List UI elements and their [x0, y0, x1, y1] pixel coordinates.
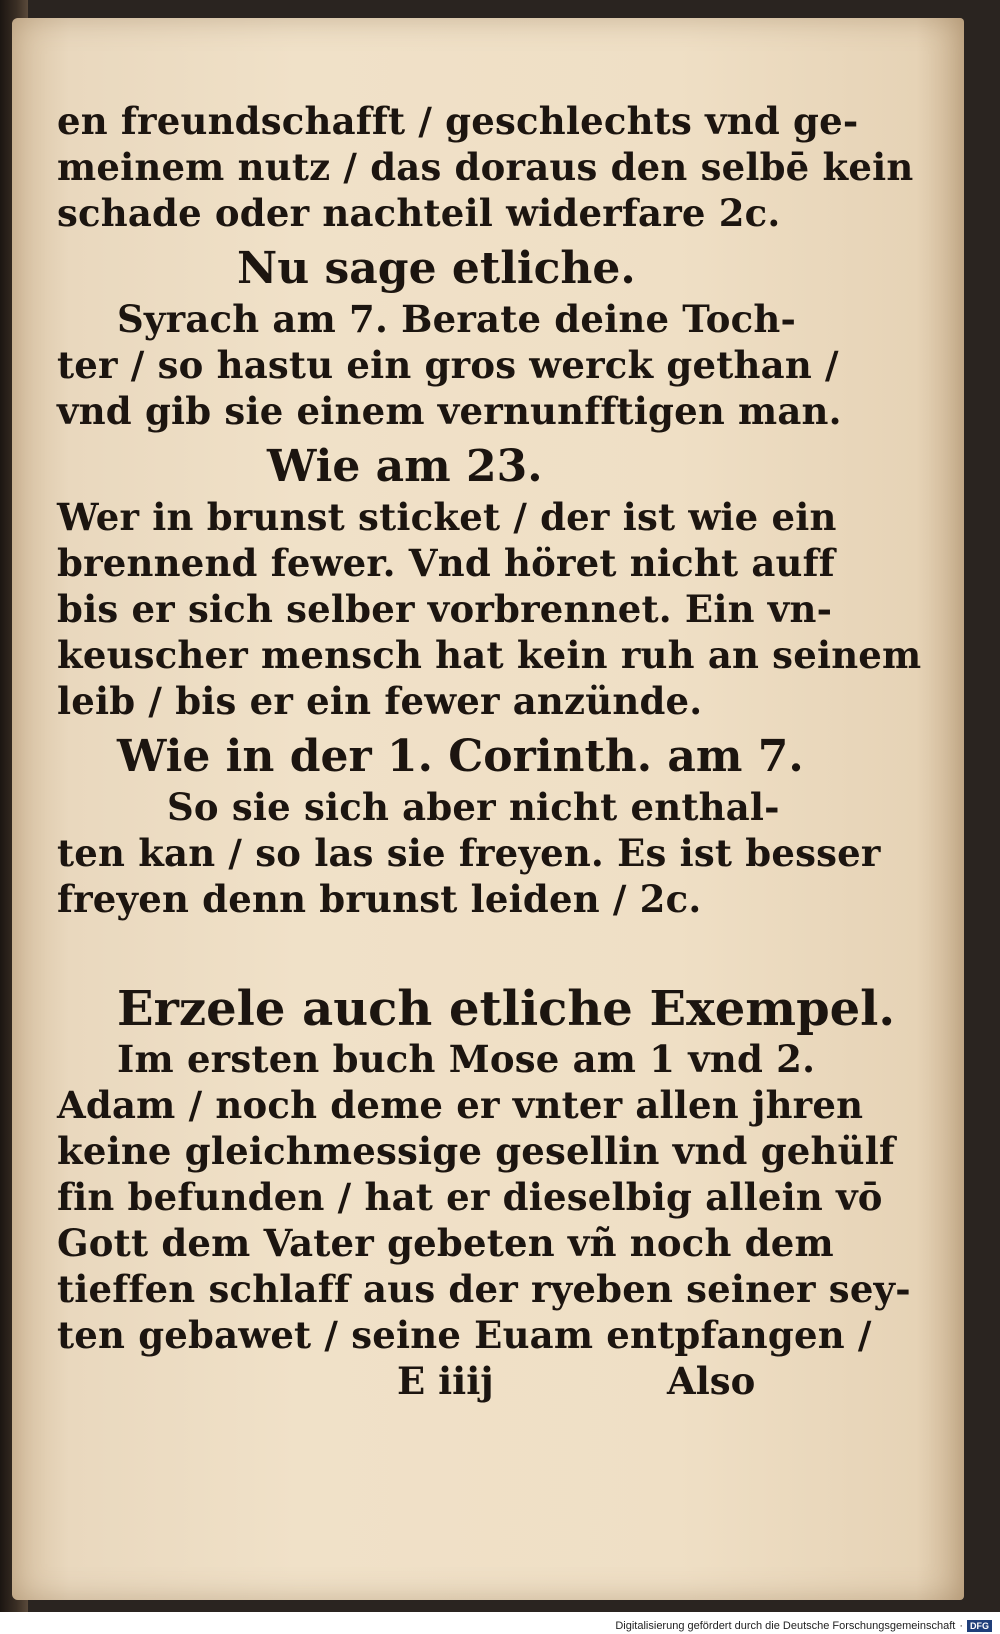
text-line: So sie sich aber nicht enthal- — [167, 785, 780, 829]
text-line: schade oder nachteil widerfare 2c. — [57, 191, 781, 235]
text-line: ter / so hastu ein gros werck gethan / — [57, 343, 839, 387]
section-heading: Nu sage etliche. — [237, 243, 636, 294]
book-page — [12, 18, 964, 1600]
text-line: fin befunden / hat er dieselbig allein vō — [57, 1175, 883, 1219]
section-heading: Wie am 23. — [267, 441, 543, 492]
digitization-credit: Digitalisierung gefördert durch die Deutsche Forschungsgemeinschaft · DFG — [615, 1620, 992, 1632]
text-line: keine gleichmessige gesellin vnd gehülf — [57, 1129, 896, 1173]
text-line: Gott dem Vater gebeten vñ noch dem — [57, 1221, 834, 1265]
text-line: en freundschafft / geschlechts vnd ge- — [57, 99, 859, 143]
credit-text: Digitalisierung gefördert durch die Deutsche Forschungsgemeinschaft — [615, 1620, 956, 1632]
text-line: Adam / noch deme er vnter allen jhren — [57, 1083, 864, 1127]
main-heading: Erzele auch etliche Exempel. — [117, 981, 896, 1037]
text-line: ten gebawet / seine Euam entpfangen / — [57, 1313, 872, 1357]
text-line: Syrach am 7. Berate deine Toch- — [117, 297, 797, 341]
text-line: keuscher mensch hat kein ruh an seinem — [57, 633, 922, 677]
section-heading: Wie in der 1. Corinth. am 7. — [117, 731, 804, 782]
text-line: freyen denn brunst leiden / 2c. — [57, 877, 702, 921]
signature-mark: E iiij — [397, 1359, 494, 1403]
text-line: Wer in brunst sticket / der ist wie ein — [57, 495, 837, 539]
dfg-logo: DFG — [967, 1620, 992, 1632]
page-text — [57, 98, 922, 1404]
text-line: Im ersten buch Mose am 1 vnd 2. — [117, 1037, 816, 1081]
text-line: meinem nutz / das doraus den selbē kein — [57, 145, 914, 189]
text-line: vnd gib sie einem vernunfftigen man. — [57, 389, 842, 433]
text-line: brennend fewer. Vnd höret nicht auff — [57, 541, 835, 585]
text-line: leib / bis er ein fewer anzünde. — [57, 679, 703, 723]
page-footer — [57, 1358, 777, 1404]
catchword: Also — [667, 1359, 756, 1403]
text-line: ten kan / so las sie freyen. Es ist besser — [57, 831, 881, 875]
text-line: tieffen schlaff aus der ryeben seiner sey- — [57, 1267, 911, 1311]
text-line: bis er sich selber vorbrennet. Ein vn- — [57, 587, 833, 631]
